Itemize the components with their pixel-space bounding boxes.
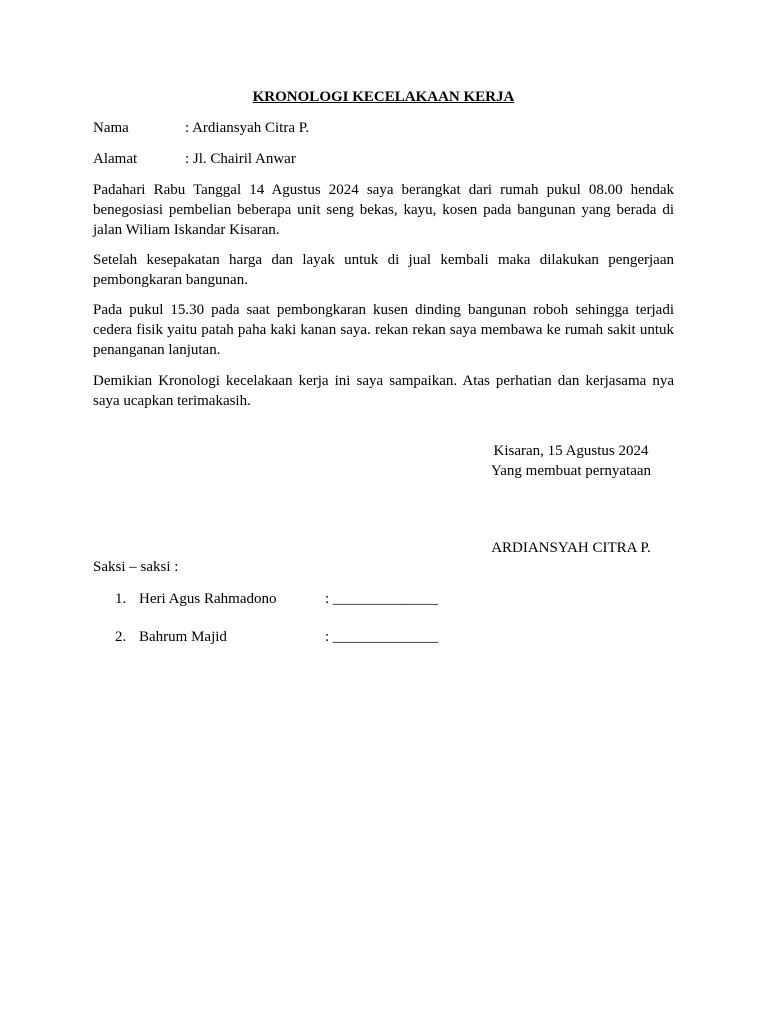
witness-signature-line: : ______________ (325, 629, 438, 645)
signature-role: Yang membuat pernyataan (490, 463, 652, 479)
witness-number: 1. (115, 591, 127, 607)
witness-name: Heri Agus Rahmadono (139, 591, 277, 607)
paragraph-3: Pada pukul 15.30 pada saat pembongkaran kusen dinding bangunan roboh sehingga terjadi cedera fisik yaitu patah paha kaki kanan saya. rekan rekan saya membawa ke rumah sakit untuk penanganan lanjutan. (93, 302, 674, 358)
paragraph-2: Setelah kesepakatan harga dan layak untuk di jual kembali maka dilakukan pengerjaan pembongkaran bangunan. (93, 252, 674, 288)
field-alamat (93, 149, 296, 169)
paragraph-1: Padahari Rabu Tanggal 14 Agustus 2024 saya berangkat dari rumah pukul 08.00 hendak benegosiasi pembelian beberapa unit seng bekas, kayu, kosen pada bangunan yang berada di jalan Wiliam Iskandar Kisaran. (93, 182, 674, 238)
field-alamat-value: : Jl. Chairil Anwar (185, 151, 296, 167)
paragraph-4: Demikian Kronologi kecelakaan kerja ini saya sampaikan. Atas perhatian dan kerjasama nya saya ucapkan terimakasih. (93, 373, 674, 409)
document-title: KRONOLOGI KECELAKAAN KERJA (252, 89, 515, 105)
field-nama-value: : Ardiansyah Citra P. (185, 120, 310, 136)
witness-signature-line: : ______________ (325, 591, 438, 607)
signature-name: ARDIANSYAH CITRA P. (491, 540, 651, 556)
field-nama-label: Nama (93, 120, 129, 136)
field-nama (93, 118, 309, 138)
signature-place-date: Kisaran, 15 Agustus 2024 (493, 443, 649, 459)
witness-number: 2. (115, 629, 127, 645)
witness-item (115, 627, 438, 647)
field-alamat-label: Alamat (93, 151, 138, 167)
witness-item (115, 589, 438, 609)
witness-heading: Saksi – saksi : (93, 559, 179, 575)
witness-name: Bahrum Majid (139, 629, 227, 645)
